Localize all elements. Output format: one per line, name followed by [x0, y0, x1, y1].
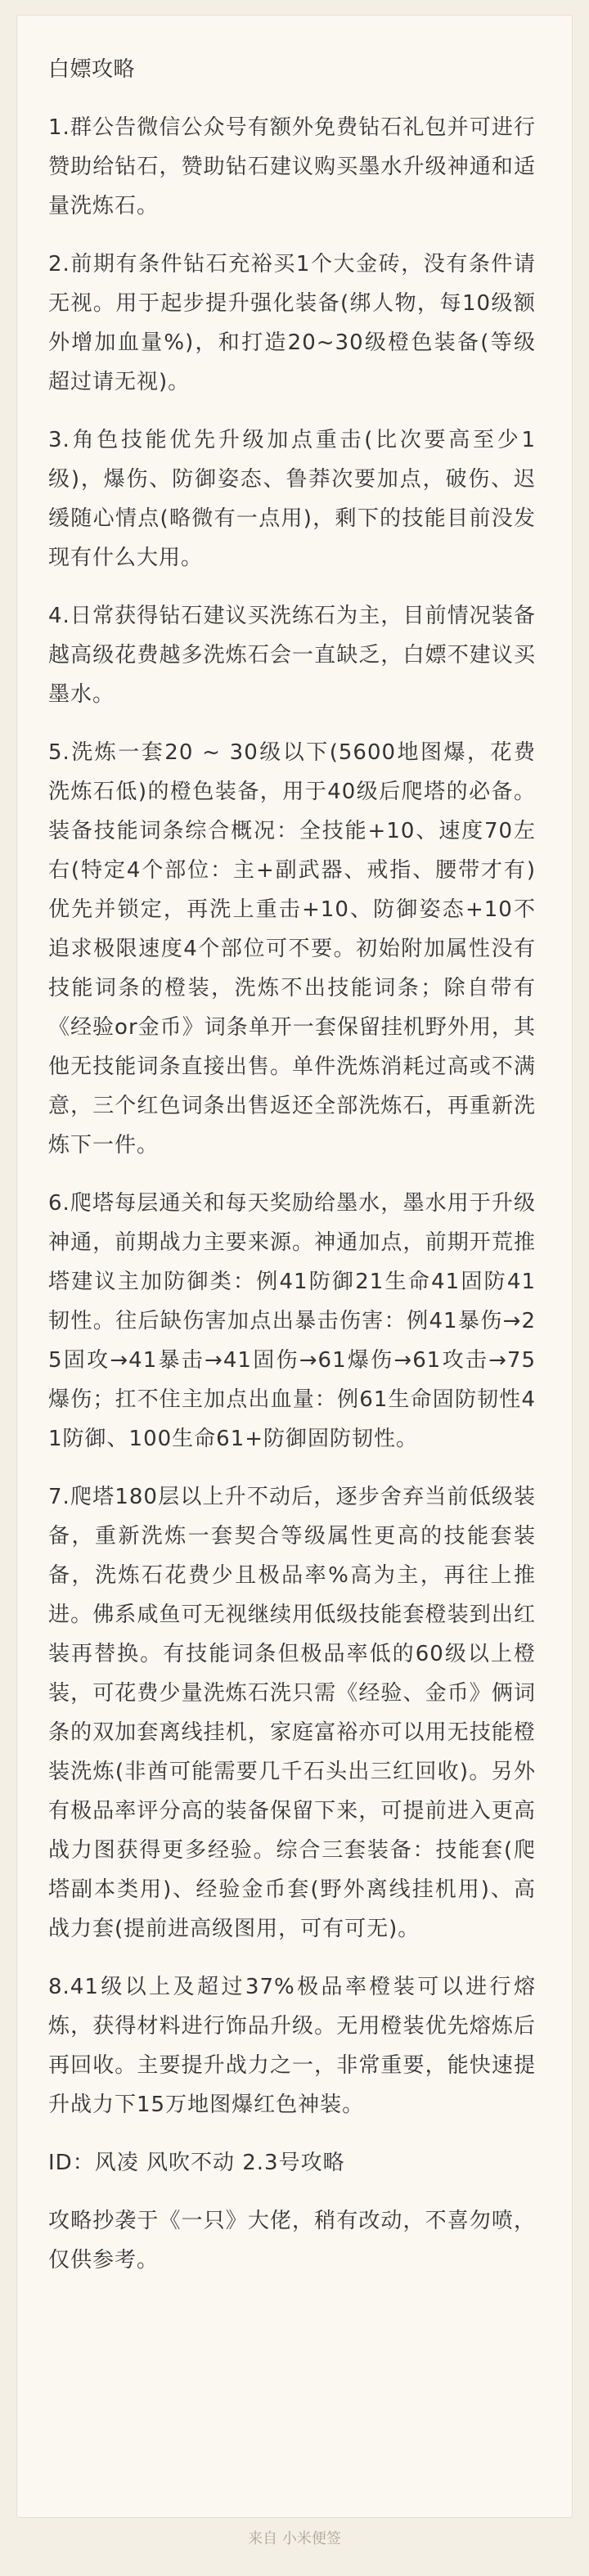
tip-paragraph-8: 8.41级以上及超过37%极品率橙装可以进行熔炼，获得材料进行饰品升级。无用橙装优先熔炼后再回收。主要提升战力之一，非常重要，能快速提升战力下15万地图爆红色神装。 — [48, 1975, 536, 2117]
tip-paragraph-6: 6.爬塔每层通关和每天奖励给墨水，墨水用于升级神通，前期战力主要来源。神通加点，前期开荒推塔建议主加防御类：例41防御21生命41固防41韧性。往后缺伤害加点出暴击伤害：例41暴伤→25固攻→41暴击→41固伤→61爆伤→61攻击→75爆伤；扛不住主加点出血量：例61生命固防韧性41防御、100生命61+防御固防韧性。 — [48, 1191, 536, 1451]
tip-paragraph-3: 3.角色技能优先升级加点重击(比次要高至少1级)，爆伤、防御姿态、鲁莽次要加点，破伤、迟缓随心情点(略微有一点用)，剩下的技能目前没发现有什么大用。 — [48, 428, 536, 570]
tip-paragraph-2: 2.前期有条件钻石充裕买1个大金砖，没有条件请无视。用于起步提升强化装备(绑人物，每10级额外增加血量%)，和打造20~30级橙色装备(等级超过请无视)。 — [48, 252, 536, 394]
tip-paragraph-4: 4.日常获得钻石建议买洗练石为主，目前情况装备越高级花费越多洗炼石会一直缺乏，白嫖不建议买墨水。 — [48, 604, 536, 707]
credit-note: 攻略抄袭于《一只》大佬，稍有改动，不喜勿喷，仅供参考。 — [48, 2209, 536, 2273]
tip-paragraph-1: 1.群公告微信公众号有额外免费钻石礼包并可进行赞助给钻石，赞助钻石建议购买墨水升级神通和适量洗炼石。 — [48, 115, 536, 218]
note-title: 白嫖攻略 — [48, 57, 136, 82]
tip-paragraph-7: 7.爬塔180层以上升不动后，逐步舍弃当前低级装备，重新洗炼一套契合等级属性更高的技能套装备，洗炼石花费少且极品率%高为主，再往上推进。佛系咸鱼可无视继续用低级技能套橙装到出红装再替换。有技能词条但极品率低的60级以上橙装，可花费少量洗炼石洗只需《经验、金币》俩词条的双加套离线挂机，家庭富裕亦可以用无技能橙装洗炼(非酋可能需要几千石头出三红回收)。另外有极品率评分高的装备保留下来，可提前进入更高战力图获得更多经验。综合三套装备：技能套(爬塔副本类用)、经验金币套(野外离线挂机用)、高战力套(提前进高级图用，可有可无)。 — [48, 1485, 536, 1941]
author-id: ID：风凌 风吹不动 2.3号攻略 — [48, 2151, 345, 2175]
source-footer: 来自 小米便签 — [248, 2530, 341, 2547]
note-card — [16, 15, 573, 2518]
tip-paragraph-5: 5.洗炼一套20 ~ 30级以下(5600地图爆，花费洗炼石低)的橙色装备，用于40级后爬塔的必备。装备技能词条综合概况：全技能+10、速度70左右(特定4个部位：主+副武器、戒指、腰带才有)优先并锁定，再洗上重击+10、防御姿态+10不追求极限速度4个部位可不要。初始附加属性没有技能词条的橙装，洗炼不出技能词条；除自带有《经验or金币》词条单开一套保留挂机野外用，其他无技能词条直接出售。单件洗炼消耗过高或不满意，三个红色词条出售返还全部洗炼石，再重新洗炼下一件。 — [48, 740, 536, 1158]
note-content — [17, 16, 572, 2280]
